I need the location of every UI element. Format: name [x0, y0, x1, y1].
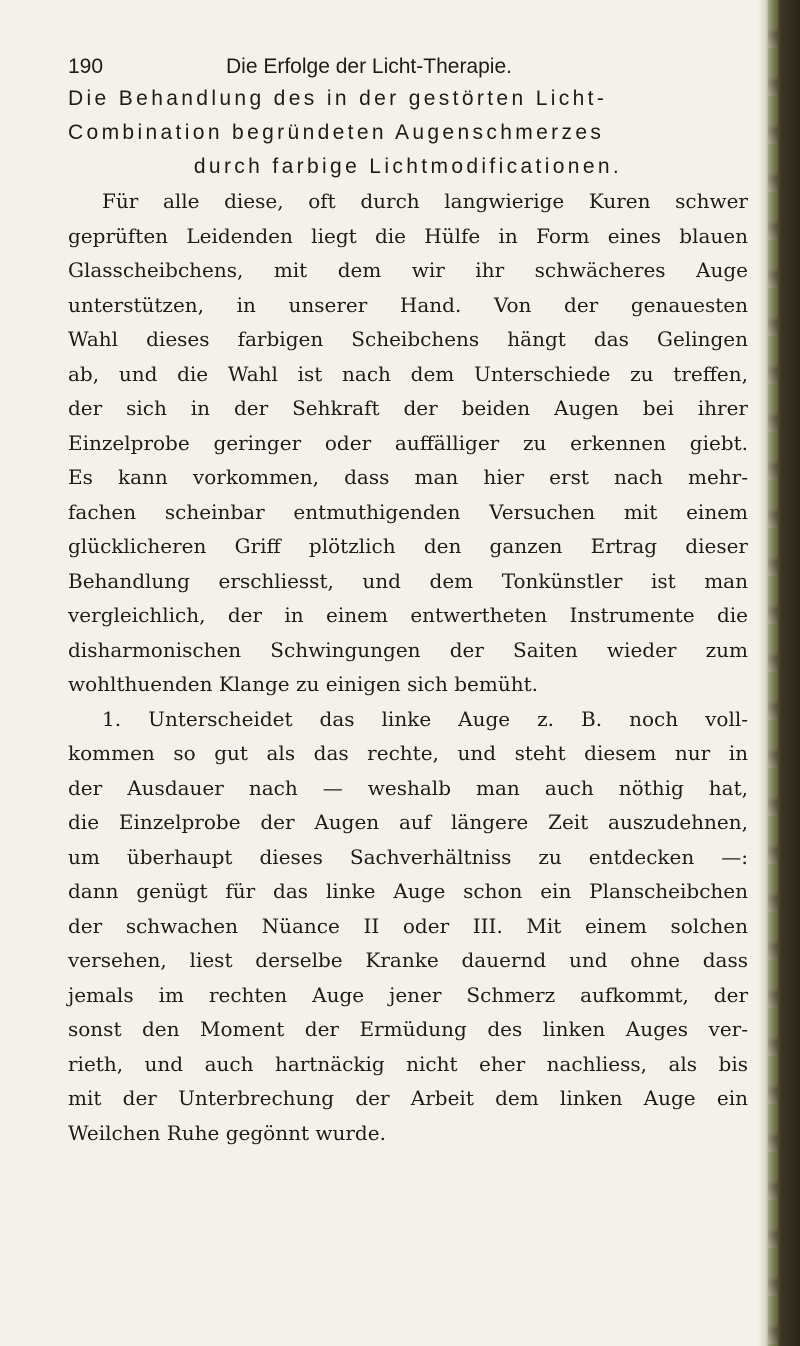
text-line: Für alle diese, oft durch langwierige Kuren schwer	[102, 189, 748, 213]
page-edge-shadow	[758, 0, 800, 1346]
text-line: die Einzelprobe der Augen auf längere Zeit auszudehnen,	[68, 810, 748, 834]
heading-line-1: Die Behandlung des in der gestörten Licht-	[68, 87, 608, 110]
body-text	[68, 184, 748, 1150]
text-line: Wahl dieses farbigen Scheibchens hängt das Gelingen	[68, 327, 748, 351]
text-line: um überhaupt dieses Sachverhältniss zu entdecken —:	[68, 844, 748, 869]
text-line: Behandlung erschliesst, und dem Tonkünstler ist man	[68, 568, 748, 593]
heading-line-2: Combination begründeten Augenschmerzes	[68, 121, 605, 144]
text-line: wohlthuenden Klange zu einigen sich bemüht.	[68, 672, 538, 696]
text-line: Einzelprobe geringer oder auffälliger zu erkennen giebt.	[68, 430, 748, 455]
page-number: 190	[68, 55, 104, 78]
text-line: der Ausdauer nach — weshalb man auch nöthig hat,	[68, 775, 748, 800]
text-line: dann genügt für das linke Auge schon ein Planscheibchen	[68, 879, 748, 903]
text-line: sonst den Moment der Ermüdung des linken Auges ver-	[68, 1017, 748, 1041]
text-line: 1. Unterscheidet das linke Auge z. B. noch voll-	[102, 706, 748, 731]
text-line: fachen scheinbar entmuthigenden Versuchen mit einem	[68, 499, 748, 524]
text-line: rieth, und auch hartnäckig nicht eher nachliess, als bis	[68, 1051, 748, 1076]
running-title: Die Erfolge der Licht-Therapie.	[226, 55, 512, 78]
text-line: Weilchen Ruhe gegönnt wurde.	[68, 1120, 386, 1145]
section-heading	[68, 82, 748, 184]
page-header	[68, 52, 748, 82]
heading-line-3: durch farbige Lichtmodificationen.	[193, 155, 623, 178]
text-line: disharmonischen Schwingungen der Saiten wieder zum	[68, 637, 748, 662]
text-line: der sich in der Sehkraft der beiden Augen bei ihrer	[68, 396, 748, 420]
text-line: der schwachen Nüance II oder III. Mit einem solchen	[68, 913, 748, 938]
text-line: vergleichlich, der in einem entwertheten Instrumente die	[68, 603, 748, 627]
text-line: geprüften Leidenden liegt die Hülfe in Form eines blauen	[68, 223, 748, 248]
text-line: mit der Unterbrechung der Arbeit dem linken Auge ein	[68, 1086, 748, 1110]
text-line: glücklicheren Griff plötzlich den ganzen Ertrag dieser	[68, 534, 748, 558]
text-line: versehen, liest derselbe Kranke dauernd und ohne dass	[68, 948, 748, 972]
text-line: unterstützen, in unserer Hand. Von der genauesten	[68, 292, 748, 317]
text-line: ab, und die Wahl ist nach dem Unterschiede zu treffen,	[68, 361, 748, 386]
text-line: jemals im rechten Auge jener Schmerz aufkommt, der	[68, 982, 748, 1007]
text-line: Es kann vorkommen, dass man hier erst nach mehr-	[68, 465, 748, 489]
text-line: kommen so gut als das rechte, und steht diesem nur in	[68, 741, 748, 765]
text-line: Glasscheibchens, mit dem wir ihr schwächeres Auge	[68, 258, 748, 282]
